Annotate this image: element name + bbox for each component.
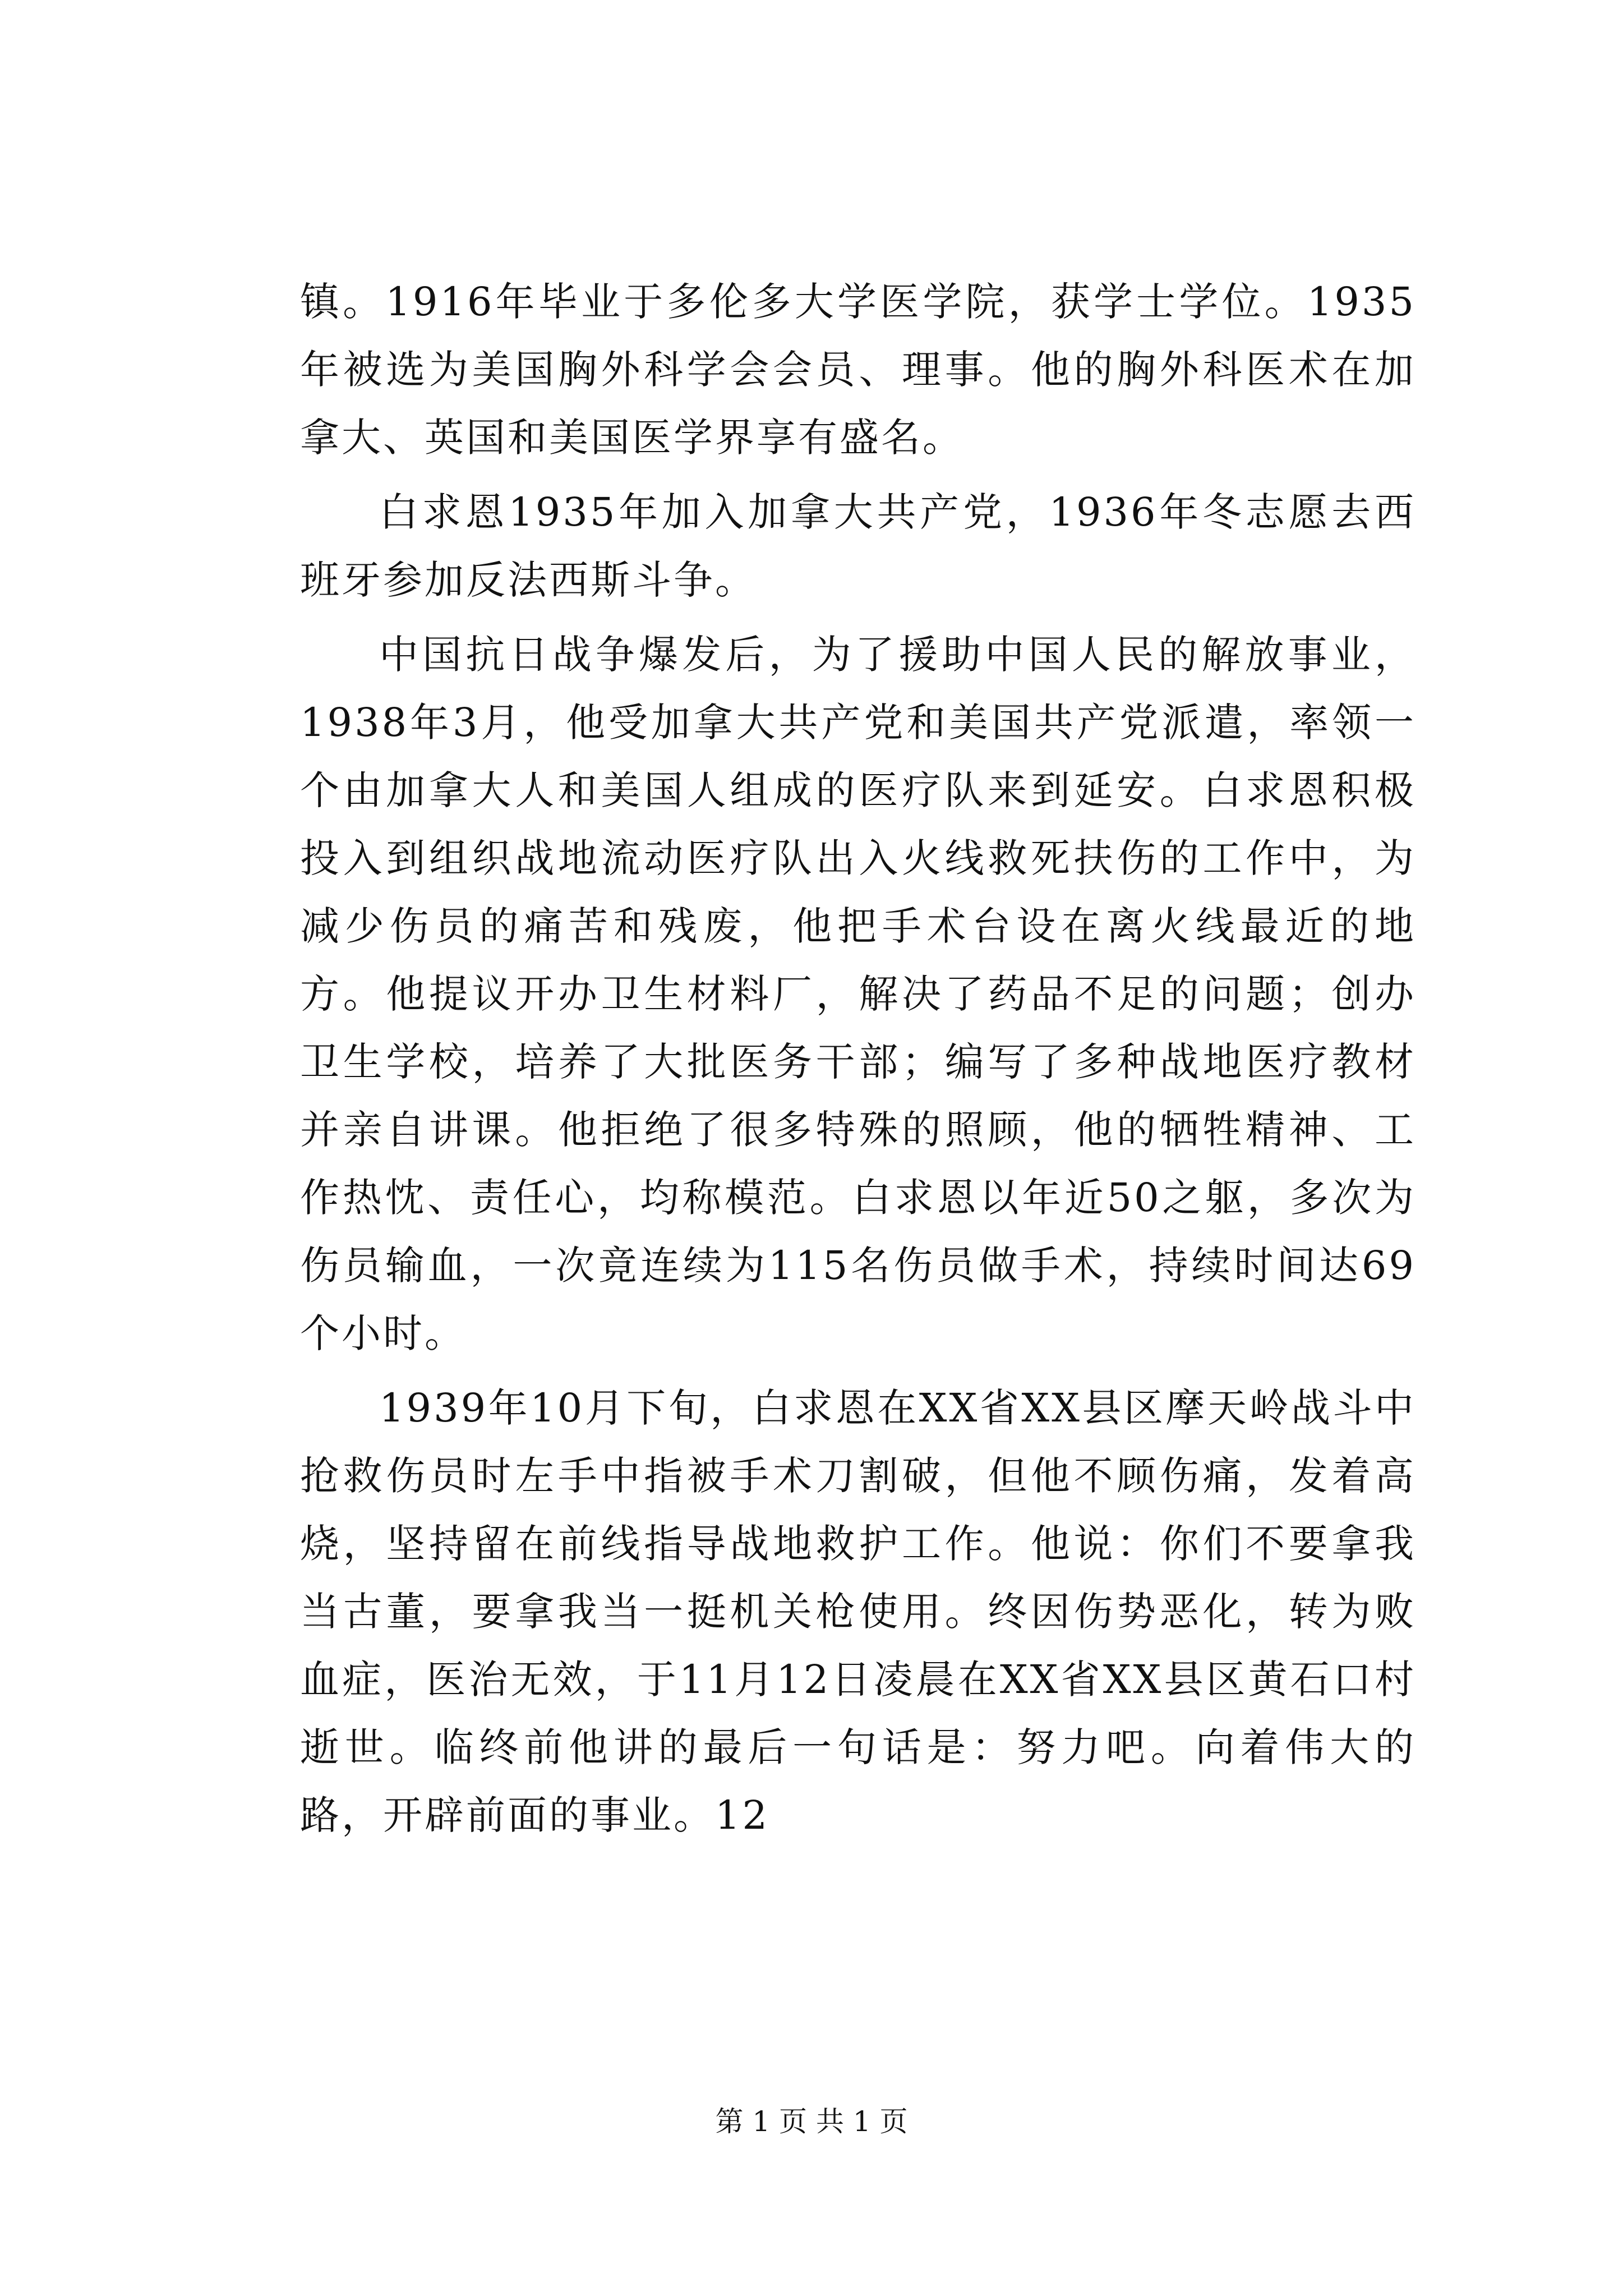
paragraph-4: 1939年10月下旬，白求恩在XX省XX县区摩天岭战斗中抢救伤员时左手中指被手术刀割破，但他不顾伤痛，发着高烧，坚持留在前线指导战地救护工作。他说：你们不要拿我当古董，要拿我当一挺机关枪使用。终因伤势恶化，转为败血症，医治无效，于11月12日凌晨在XX省XX县区黄石口村逝世。临终前他讲的最后一句话是：努力吧。向着伟大的路，开辟前面的事业。12 [300,1385,1416,1838]
paragraph-2: 白求恩1935年加入加拿大共产党，1936年冬志愿去西班牙参加反法西斯斗争。 [300,489,1416,603]
page-footer: 第 1 页 共 1 页 [715,2105,908,2138]
document-body [300,268,1416,1856]
paragraph-3: 中国抗日战争爆发后，为了援助中国人民的解放事业，1938年3月，他受加拿大共产党和美国共产党派遣，率领一个由加拿大人和美国人组成的医疗队来到延安。白求恩积极投入到组织战地流动医疗队出入火线救死扶伤的工作中，为减少伤员的痛苦和残废，他把手术台设在离火线最近的地方。他提议开办卫生材料厂，解决了药品不足的问题；创办卫生学校，培养了大批医务干部；编写了多种战地医疗教材并亲自讲课。他拒绝了很多特殊的照顾，他的牺牲精神、工作热忱、责任心，均称模范。白求恩以年近50之躯，多次为伤员输血，一次竟连续为115名伤员做手术，持续时间达69个小时。 [300,632,1416,1356]
paragraph-1: 镇。1916年毕业于多伦多大学医学院，获学士学位。1935年被选为美国胸外科学会会员、理事。他的胸外科医术在加拿大、英国和美国医学界享有盛名。 [300,279,1416,461]
